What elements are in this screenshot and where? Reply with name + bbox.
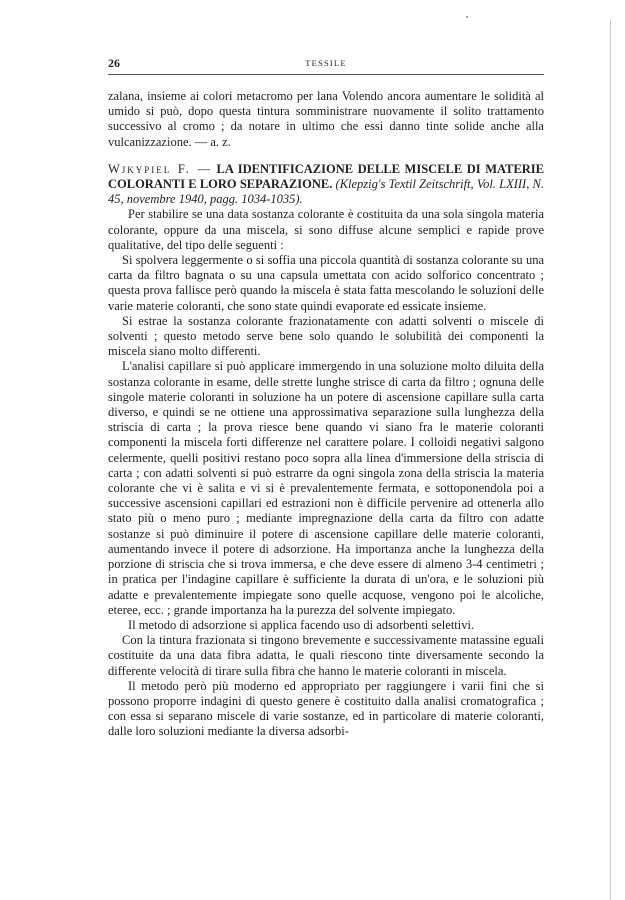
article-source-text: (Klepzig's Textil Zeitschrift, Vol. LXIII, N. 45, novembre 1940, pagg. 1034-1035). — [108, 177, 545, 207]
body-paragraph: L'analisi capillare si può applicare immergendo in una soluzione molto diluita della sostanza colorante in esame, delle strette lunghe strisce di carta da filtro ; ognuna delle singole materie coloranti in soluzione ha un potere di ascensione capillare sulla carta diverso, e quindi se ne ottiene una approssimativa separazione sulla lunghezza della striscia di carta ; la prova riesce bene quando vi siano fra le materie coloranti componenti la miscela forti differenze nel carattere polare. I colloidi negativi salgono celermente, quelli positivi restano poco sopra alla linea d'immersione della striscia di carta ; con adatti solventi si può estrarre da ogni singola zona della striscia la materia colorante che vi è salita e vi si è prevalentemente fermata, e sottoponendola poi a successive ascensioni capillari ed estrazioni non è difficile pervenire ad ottenerla allo stato più o meno puro ; mediante impregnazione della carta da filtro con adatte sostanze si può diminuire il potere di ascensione capillare delle materie coloranti, aumentando invece il potere di adsorzione. Ha importanza anche la lunghezza della porzione di striscia che si trova immersa, e che deve essere di almeno 3-4 centimetri ; in pratica per l'indagine capillare è sufficiente la durata di un'ora, e le soluzioni più adatte e prevalentemente impiegate sono quelle acquose, vengono poi le alcoliche, eteree, ecc. ; grande importanza ha la purezza del solvente impiegato. — [108, 359, 544, 617]
article-title: LA IDENTIFICAZIONE DELLE MISCELE DI MATERIE COLORANTI E LORO SEPARAZIONE. — [108, 161, 545, 192]
header-rule — [108, 74, 544, 75]
body-paragraph: Si spolvera leggermente o si soffia una piccola quantità di sostanza colorante su una carta da filtro bagnata o su una capsula umettata con acido solforico concentrato ; questa prova fallisce però quando la miscela è stata fatta mescolando le soluzioni delle varie materie coloranti, che sono state quindi evaporate ed essicate insieme. — [108, 253, 544, 313]
page-number: 26 — [108, 56, 120, 70]
running-title: TESSILE — [305, 58, 347, 68]
scan-speck — [466, 16, 468, 18]
body-paragraph: Con la tintura frazionata si tingono brevemente e successivamente matassine eguali costituite da una data fibra adatta, le quali riescono tinte diversamente secondo la differente velocità di tirare sulla fibra che hanno le materie coloranti in miscela. — [108, 633, 544, 678]
article-author: Wjkypiel F. — — [108, 161, 212, 176]
page-header — [108, 56, 544, 74]
page-edge-line — [610, 20, 611, 900]
article-heading — [108, 162, 544, 208]
body-paragraph: Per stabilire se una data sostanza colorante è costituita da una sola singola materia colorante, oppure da una miscela, si sono diffuse alcune semplici e rapide prove qualitative, del tipo delle seguenti : — [108, 207, 544, 252]
page-body — [108, 89, 544, 740]
body-paragraph: Il metodo di adsorzione si applica facendo uso di adsorbenti selettivi. — [128, 617, 475, 632]
body-paragraph: Il metodo però più moderno ed appropriato per raggiungere i varii fini che si possono proporre indagini di questo genere è costituito dalla analisi cromatografica ; con essa si separano miscele di varie sostanze, ed in particolare di materie coloranti, dalle loro soluzioni mediante la diversa adsorbi- — [108, 678, 544, 739]
body-paragraph: Si estrae la sostanza colorante frazionatamente con adatti solventi o miscele di solventi ; questo metodo serve bene solo quando le solubilità dei componenti la miscela siano molto differenti. — [108, 313, 544, 359]
continued-paragraph: zalana, insieme ai colori metacromo per lana Volendo ancora aumentare le solidità al umido si può, dopo questa tintura somministrare nuovamente il solito trattamento successivo al cromo ; da notare in ultimo che essi danno tinte solide anche alla vulcanizzazione. — a. z. — [108, 89, 544, 149]
